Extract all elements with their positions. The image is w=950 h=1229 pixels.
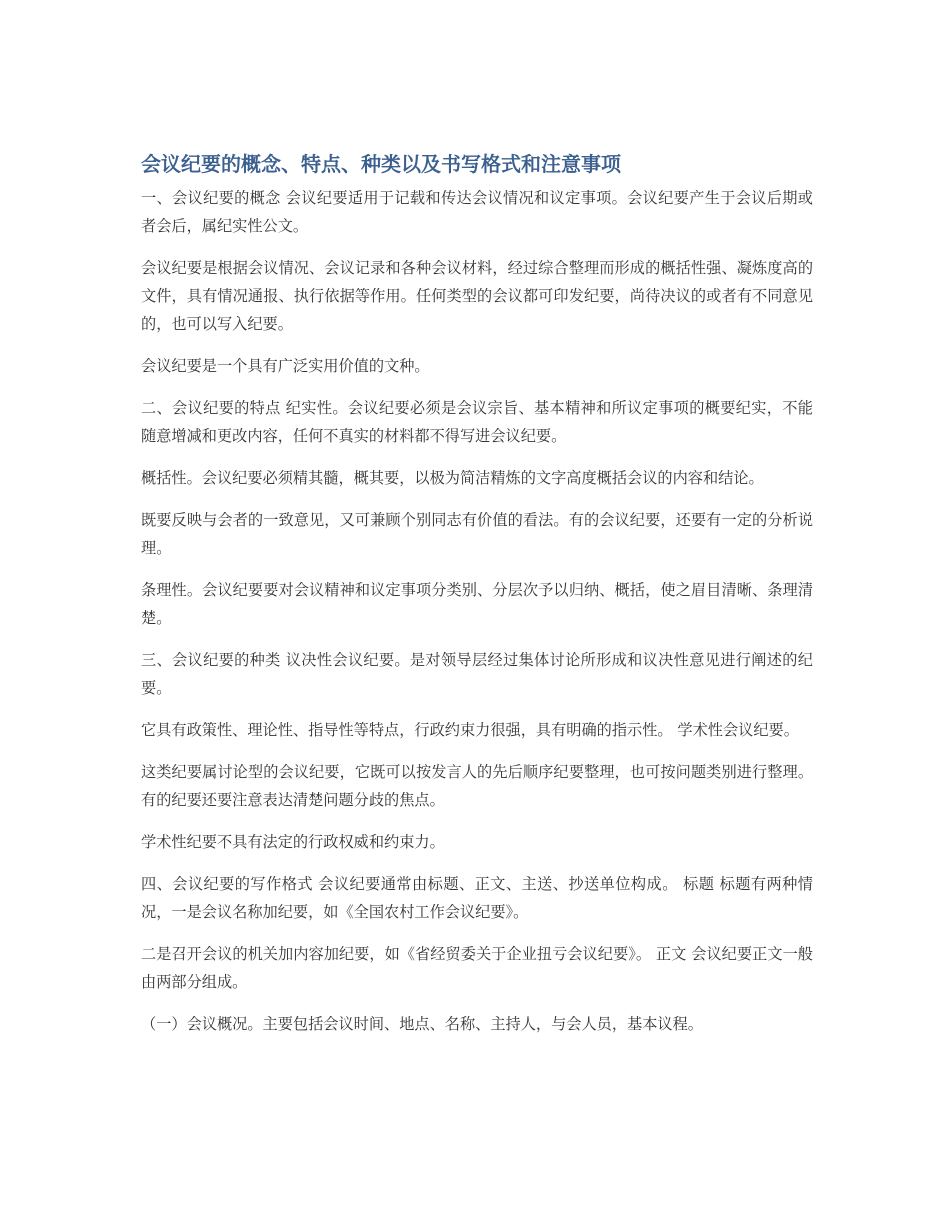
paragraph-format-overview: （一）会议概况。主要包括会议时间、地点、名称、主持人，与会人员，基本议程。 [141,1015,703,1033]
paragraph-types-policy: 它具有政策性、理论性、指导性等特点，行政约束力很强，具有明确的指示性。 学术性会议纪要。 [141,721,799,739]
paragraph-format-body: 二是召开会议的机关加内容加纪要，如《省经贸委关于企业扭亏会议纪要》。 正文 会议纪要正文一般由两部分组成。 [141,945,813,991]
paragraph-definition: 会议纪要是根据会议情况、会议记录和各种会议材料，经过综合整理而形成的概括性强、凝炼度高的文件，具有情况通报、执行依据等作用。任何类型的会议都可印发纪要，尚待决议的或者有不同意见的，也可以写入纪要。 [141,259,813,333]
paragraph-features-summary: 概括性。会议纪要必须精其髓，概其要，以极为简洁精炼的文字高度概括会议的内容和结论。 [141,469,764,487]
paragraph-practical-value: 会议纪要是一个具有广泛实用价值的文种。 [141,357,430,375]
document-body [141,150,813,1052]
paragraph-concept: 一、会议纪要的概念 会议纪要适用于记载和传达会议情况和议定事项。会议纪要产生于会议后期或者会后，属纪实性公文。 [141,189,813,235]
paragraph-features-opinions: 既要反映与会者的一致意见，又可兼顾个别同志有价值的看法。有的会议纪要，还要有一定的分析说理。 [141,511,813,557]
paragraph-types-discussion: 这类纪要属讨论型的会议纪要，它既可以按发言人的先后顺序纪要整理，也可按问题类别进行整理。有的纪要还要注意表达清楚问题分歧的焦点。 [141,763,813,809]
paragraph-types-resolution: 三、会议纪要的种类 议决性会议纪要。是对领导层经过集体讨论所形成和议决性意见进行阐述的纪要。 [141,651,813,697]
paragraph-types-academic: 学术性纪要不具有法定的行政权威和约束力。 [141,833,445,851]
paragraph-features-factual: 二、会议纪要的特点 纪实性。会议纪要必须是会议宗旨、基本精神和所议定事项的概要纪实，不能随意增减和更改内容，任何不真实的材料都不得写进会议纪要。 [141,399,813,445]
paragraph-features-order: 条理性。会议纪要要对会议精神和议定事项分类别、分层次予以归纳、概括，使之眉目清晰、条理清楚。 [141,581,813,627]
paragraph-format-title: 四、会议纪要的写作格式 会议纪要通常由标题、正文、主送、抄送单位构成。 标题 标题有两种情况，一是会议名称加纪要，如《全国农村工作会议纪要》。 [141,875,813,921]
document-title: 会议纪要的概念、特点、种类以及书写格式和注意事项 [141,152,621,176]
